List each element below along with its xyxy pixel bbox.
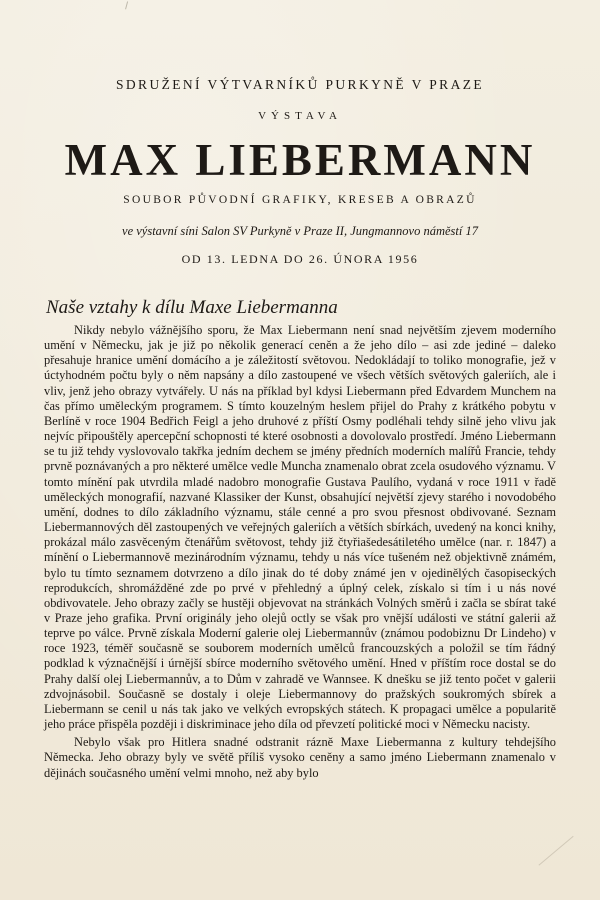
paper-scuff-mark <box>125 1 133 10</box>
organization-name: SDRUŽENÍ VÝTVARNÍKŮ PURKYNĚ V PRAZE <box>115 77 485 92</box>
artist-name-heading: MAX LIEBERMANN <box>64 135 536 185</box>
venue-line: ve výstavní síni Salon SV Purkyně v Praze II, Jungmannovo náměstí 17 <box>122 224 478 238</box>
article-title: Naše vztahy k dílu Maxe Liebermanna <box>46 297 338 318</box>
article-paragraph-1: Nikdy nebylo vážnějšího sporu, že Max Liebermann není snad největším zjevem moderního umění v Německu, jak je již po několik generací ceněn a že jeho dílo – asi zde jediné – daleko přesahuje hranice umění domácího a je záležitostí světovou. Nedokládají to toliko monografie, jež v úctyhodném počtu byly o něm napsány a dílo zastoupené ve všech větších světových galeriích, ale i vliv, jenž jeho obrazy vytvářely. U nás na příklad byl kdysi Liebermann před Edvardem Munchem na čas přímo uměleckým programem. S tímto kouzelným heslem přijel do Prahy z krátkého pobytu v Berlíně v roce 1904 Bedřich Feigl a jeho druhové z příští Osmy podléhali tehdy silně jeho vlivu jak nejvíc připouštěly apercepční schopnosti té které osobnosti a dovolovalo prostředí. Jméno Liebermann se tu již tehdy vyslovovalo takřka jedním dechem se jmény předních moderních malířů Francie, tehdy prvně poznávaných a pro některé umělce vedle Muncha znamenalo obrat zcela osudového významu. V tomto mínění pak utvrdila mladé nadobro monografie Gustava Paulího, vydaná v roce 1911 v řadě uměleckých monografií, nazvané Klassiker der Kunst, obsahující největší zjevy starého i novodobého umění, dodnes to dílo základního významu, stále cenné a pro svou přesnost obdivované. Seznam Liebermannových děl zastoupených ve veřejných galeriích a větších sbírkách, uvedený na konci knihy, prokázal málo zasvěceným čtenářům světovost, tehdy již čtyřiašedesátiletého umělce (nar. r. 1847) a mínění o Liebermannově mezinárodním významu, tehdy u nás více tušeném než objektivně známém, bylo tu tímto seznamem dotvrzeno a dílo jinak do té doby známé jen v ojedinělých časopiseckých reprodukcích, shromážděné zde po prvé v přehledný a úplný celek, získalo si tím i u nás nové obdivovatele. Jeho obrazy začly se hustěji objevovat na stránkách Volných směrů i začla se sbírat také v Praze jeho grafika. První originály jeho olejů octly se však pro vnější události ve státní galerii až teprve po válce. Prvně získala Moderní galerie olej Liebermannův (známou podobiznu Dr Lindeho) v roce 1923, téměř současně se souborem moderních umělců francouzských a položil se tím řádný podklad k význačnější i úrnější sbírce moderního světového umění. Hned v příštím roce dostal se do Prahy další olej Liebermannův, a to Dům v zahradě ve Wannsee. K dnešku se již tento počet v galerii zdvojnásobil. Současně se dostaly i oleje Liebermannovy do pražských soukromých sbírek a Liebermann se cenil u nás tak jako ve velkých evropských státech. K propagaci umělce a popularitě jeho práce přispěla později i diskriminace jeho díla od převzetí politické moci v Německu nacisty. <box>44 323 556 732</box>
paper-fold-mark <box>538 836 600 900</box>
exhibition-label: VÝSTAVA <box>258 110 342 122</box>
exhibition-dates: OD 13. LEDNA DO 26. ÚNORA 1956 <box>181 252 419 266</box>
article-paragraph-2: Nebylo však pro Hitlera snadné odstranit rázně Maxe Liebermanna z kultury tehdejšího Německa. Jeho obrazy byly ve světě příliš vysoko ceněny a samo jméno Liebermann znamenalo v dějinách současného umění velmi mnoho, než aby bylo <box>44 735 556 780</box>
exhibition-subtitle: SOUBOR PŮVODNÍ GRAFIKY, KRESEB A OBRAZŮ <box>123 194 477 206</box>
article-body <box>44 323 556 784</box>
